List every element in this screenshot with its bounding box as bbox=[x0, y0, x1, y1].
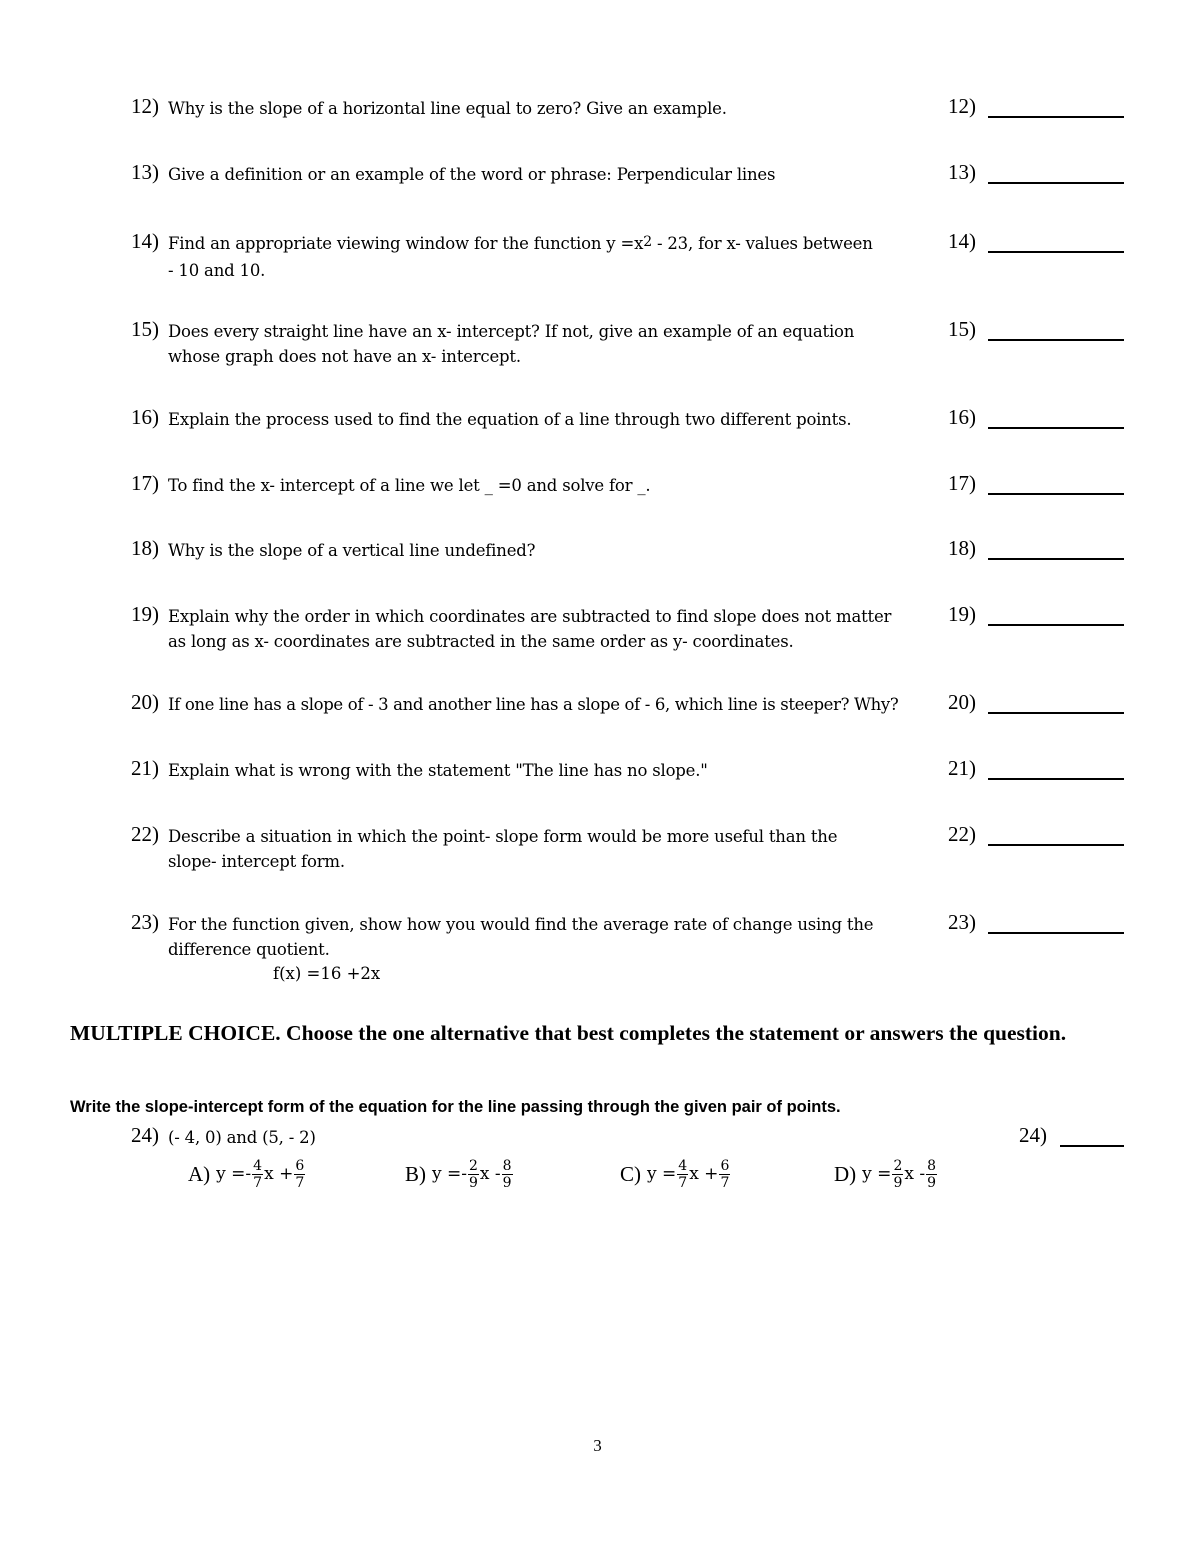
question-text: Why is the slope of a horizontal line equal to zero? Give an example. bbox=[168, 99, 727, 118]
choice-c[interactable] bbox=[620, 1152, 731, 1196]
numerator: 8 bbox=[502, 1157, 512, 1174]
choice-d[interactable] bbox=[834, 1152, 938, 1196]
question-text-part: Find an appropriate viewing window for the function y =x bbox=[168, 234, 644, 253]
denominator: 7 bbox=[253, 1174, 263, 1191]
denominator: 7 bbox=[295, 1174, 305, 1191]
numerator: 4 bbox=[678, 1157, 688, 1174]
question-number: 16) bbox=[131, 405, 159, 429]
question-text bbox=[168, 824, 928, 874]
choice-b[interactable] bbox=[405, 1152, 514, 1196]
choice-prefix: y = bbox=[647, 1164, 677, 1184]
question-text-line2: - 10 and 10. bbox=[168, 261, 266, 280]
fraction bbox=[926, 1158, 937, 1191]
question-number: 12) bbox=[131, 94, 159, 118]
answer-blank[interactable] bbox=[988, 182, 1124, 184]
question-number: 20) bbox=[131, 690, 159, 714]
question-text-line1: Describe a situation in which the point- slope form would be more useful than the bbox=[168, 827, 838, 846]
question-number: 21) bbox=[131, 756, 159, 780]
section-heading: MULTIPLE CHOICE. Choose the one alternative that best completes the statement or answers the question. bbox=[70, 1021, 1067, 1045]
denominator: 9 bbox=[469, 1174, 478, 1191]
question-number: 14) bbox=[131, 229, 159, 253]
question-text-part: - 23, for x- values between bbox=[651, 234, 873, 253]
question-text bbox=[168, 231, 928, 283]
fraction bbox=[252, 1158, 263, 1191]
choice-letter: A) bbox=[188, 1161, 211, 1186]
choice-middle: x + bbox=[264, 1164, 294, 1184]
choice-letter: B) bbox=[405, 1161, 426, 1186]
answer-number: 17) bbox=[948, 471, 976, 495]
choice-middle: x - bbox=[904, 1164, 926, 1184]
numerator: 6 bbox=[295, 1157, 305, 1174]
question-text: Give a definition or an example of the word or phrase: Perpendicular lines bbox=[168, 165, 776, 184]
page-number: 3 bbox=[593, 1436, 602, 1455]
question-text-line1: Explain why the order in which coordinates are subtracted to find slope does not matter bbox=[168, 607, 892, 626]
question-number: 23) bbox=[131, 910, 159, 934]
section-instruction: Write the slope-intercept form of the equation for the line passing through the given pair of points. bbox=[70, 1098, 841, 1116]
answer-blank[interactable] bbox=[988, 251, 1124, 253]
answer-number: 15) bbox=[948, 317, 976, 341]
fraction bbox=[892, 1158, 903, 1191]
function-formula: f(x) =16 +2x bbox=[273, 964, 381, 983]
numerator: 4 bbox=[253, 1157, 263, 1174]
question-number: 24) bbox=[131, 1123, 159, 1147]
fraction bbox=[468, 1158, 479, 1191]
answer-blank[interactable] bbox=[988, 427, 1124, 429]
answer-number: 22) bbox=[948, 822, 976, 846]
answer-number: 16) bbox=[948, 405, 976, 429]
answer-number: 19) bbox=[948, 602, 976, 626]
choice-letter: D) bbox=[834, 1161, 857, 1186]
answer-blank[interactable] bbox=[1060, 1145, 1124, 1147]
fraction bbox=[294, 1158, 305, 1191]
answer-blank[interactable] bbox=[988, 712, 1124, 714]
answer-blank[interactable] bbox=[988, 844, 1124, 846]
choice-middle: x - bbox=[479, 1164, 501, 1184]
question-number: 18) bbox=[131, 536, 159, 560]
denominator: 9 bbox=[502, 1174, 512, 1191]
answer-blank[interactable] bbox=[988, 778, 1124, 780]
question-text-line1: Does every straight line have an x- intercept? If not, give an example of an equation bbox=[168, 322, 855, 341]
question-text bbox=[168, 912, 928, 962]
question-number: 19) bbox=[131, 602, 159, 626]
question-text bbox=[168, 319, 928, 369]
denominator: 7 bbox=[678, 1174, 688, 1191]
question-text-line2: whose graph does not have an x- intercept. bbox=[168, 347, 521, 366]
question-text bbox=[168, 604, 928, 654]
answer-number: 21) bbox=[948, 756, 976, 780]
numerator: 2 bbox=[893, 1157, 903, 1174]
fraction bbox=[677, 1158, 688, 1191]
question-text: Explain what is wrong with the statement "The line has no slope." bbox=[168, 761, 708, 780]
answer-blank[interactable] bbox=[988, 932, 1124, 934]
question-number: 15) bbox=[131, 317, 159, 341]
denominator: 9 bbox=[927, 1174, 937, 1191]
question-text: Explain the process used to find the equation of a line through two different points. bbox=[168, 410, 852, 429]
answer-number: 14) bbox=[948, 229, 976, 253]
numerator: 8 bbox=[927, 1157, 937, 1174]
numerator: 2 bbox=[469, 1157, 478, 1174]
question-text: To find the x- intercept of a line we let _ =0 and solve for _. bbox=[168, 476, 651, 495]
question-number: 17) bbox=[131, 471, 159, 495]
question-number: 22) bbox=[131, 822, 159, 846]
answer-blank[interactable] bbox=[988, 339, 1124, 341]
choice-prefix: y = bbox=[862, 1164, 892, 1184]
question-text-line2: difference quotient. bbox=[168, 940, 330, 959]
answer-number: 24) bbox=[1019, 1123, 1047, 1147]
question-text-line1: For the function given, show how you would find the average rate of change using the bbox=[168, 915, 874, 934]
fraction bbox=[502, 1158, 513, 1191]
denominator: 7 bbox=[720, 1174, 730, 1191]
exponent: 2 bbox=[643, 234, 652, 250]
answer-blank[interactable] bbox=[988, 558, 1124, 560]
choice-middle: x + bbox=[689, 1164, 719, 1184]
question-text: (- 4, 0) and (5, - 2) bbox=[168, 1128, 316, 1147]
answer-blank[interactable] bbox=[988, 493, 1124, 495]
answer-number: 18) bbox=[948, 536, 976, 560]
answer-blank[interactable] bbox=[988, 624, 1124, 626]
question-text: Why is the slope of a vertical line undefined? bbox=[168, 541, 536, 560]
fraction bbox=[719, 1158, 730, 1191]
answer-number: 20) bbox=[948, 690, 976, 714]
question-text-line2: as long as x- coordinates are subtracted in the same order as y- coordinates. bbox=[168, 632, 794, 651]
question-text-line2: slope- intercept form. bbox=[168, 852, 345, 871]
choice-a[interactable] bbox=[188, 1152, 306, 1196]
choice-prefix: y =- bbox=[216, 1164, 252, 1184]
numerator: 6 bbox=[720, 1157, 730, 1174]
denominator: 9 bbox=[893, 1174, 903, 1191]
answer-number: 23) bbox=[948, 910, 976, 934]
answer-number: 13) bbox=[948, 160, 976, 184]
choice-letter: C) bbox=[620, 1161, 641, 1186]
answer-number: 12) bbox=[948, 94, 976, 118]
question-text: If one line has a slope of - 3 and another line has a slope of - 6, which line is steeper? Why? bbox=[168, 695, 899, 714]
question-number: 13) bbox=[131, 160, 159, 184]
answer-blank[interactable] bbox=[988, 116, 1124, 118]
choice-prefix: y =- bbox=[432, 1164, 467, 1184]
